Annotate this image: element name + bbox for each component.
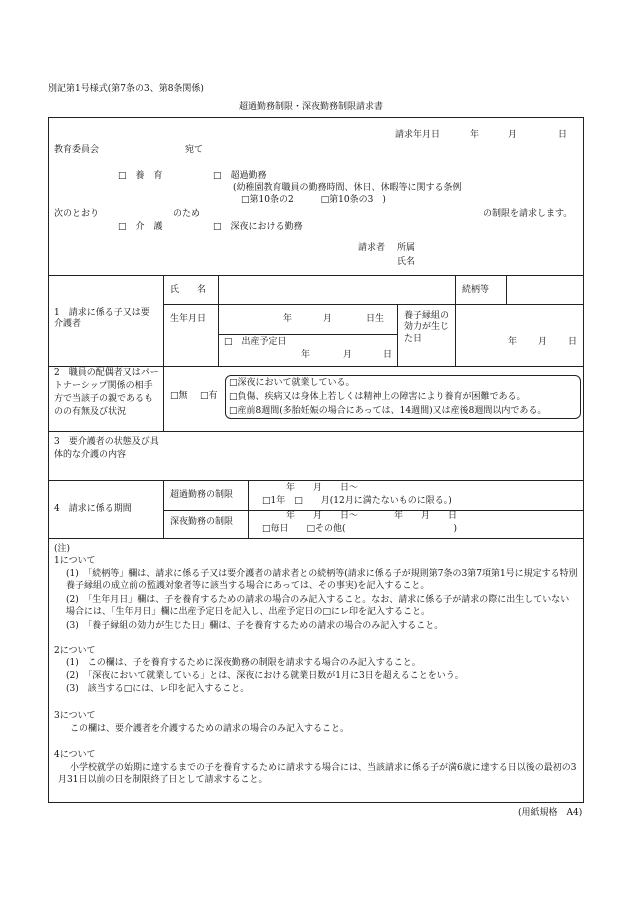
request-date-year: 年 <box>470 130 480 140</box>
nursing-checkbox[interactable]: □ 介 護 <box>118 222 163 232</box>
care-details-field[interactable] <box>164 432 583 479</box>
request-tame: のため <box>173 209 201 219</box>
request-suffix: の制限を請求します。 <box>483 209 573 219</box>
adoption-day: 日 <box>568 337 578 347</box>
adoption-year: 年 <box>508 337 518 347</box>
due-day: 日 <box>383 350 393 360</box>
form-reference: 別記第1号様式(第7条の3、第8条関係) <box>48 84 204 94</box>
childcare-checkbox[interactable]: □ 養 育 <box>118 171 163 181</box>
note1-heading: 1について <box>54 556 96 566</box>
note2-item1: (1) この欄は、子を養育するために深夜勤務の制限を請求する場合のみ記入すること。 <box>66 658 421 668</box>
divider <box>218 334 397 335</box>
night-period-frequency[interactable]: □毎日 □その他( ) <box>262 524 458 534</box>
divider <box>163 480 164 538</box>
relation-label: 続柄等 <box>462 285 490 295</box>
addressee-suffix: 宛て <box>185 145 204 155</box>
spouse-yes-checkbox[interactable]: □有 <box>200 391 218 401</box>
divider <box>397 304 398 366</box>
adoption-month: 月 <box>538 337 548 347</box>
section2-label: 2 職員の配偶者又はパートナーシップ関係の相手方で当該子の親であるものの有無及び状況 <box>54 368 159 417</box>
due-month: 月 <box>343 350 353 360</box>
child-name-label: 氏 名 <box>170 285 207 295</box>
section1-label: 1 請求に係る子又は要介護者 <box>54 308 150 330</box>
night-limit-label: 深夜勤務の制限 <box>170 517 234 527</box>
affiliation-label: 所属 <box>397 243 416 253</box>
page-title: 超過勤務制限・深夜勤務制限請求書 <box>239 102 384 112</box>
note4-heading: 4について <box>54 750 96 760</box>
spouse-status-night[interactable]: □深夜において就業している。 <box>229 378 355 388</box>
note2-item3: (3) 該当する□には、レ印を記入すること。 <box>66 684 250 694</box>
overtime-checkbox[interactable]: □ 超過勤務 <box>213 171 267 181</box>
relation-field[interactable] <box>507 276 583 303</box>
spouse-status-pregnancy[interactable]: □産前8週間(多胎妊娠の場合にあっては、14週間)又は産後8週間以内である。 <box>229 406 547 416</box>
divider <box>48 538 584 539</box>
divider <box>163 275 164 431</box>
addressee: 教育委員会 <box>54 145 100 155</box>
note3-item1: この欄は、要介護者を介護するための請求の場合のみ記入すること。 <box>70 724 350 734</box>
note4-item1: 小学校就学の始期に達するまでの子を養育するために請求する場合には、当該請求に係る子が満6歳に達する日以後の最初の3月31日以前の日を制限終了日として請求すること。 <box>58 763 577 785</box>
note1-item2: (2) 「生年月日」欄は、子を養育するための請求の場合のみ記入すること。なお、請求に係る子が請求の際に出生していない場合には、「生年月日」欄に出産予定日を記入し、出産予定日の□にレ印を記入すること。 <box>66 595 570 617</box>
request-date-day: 日 <box>558 130 568 140</box>
due-date-checkbox[interactable]: □ 出産予定日 <box>224 337 287 347</box>
divider <box>48 480 584 481</box>
spouse-none-checkbox[interactable]: □無 <box>170 391 188 401</box>
divider <box>248 480 249 538</box>
request-prefix: 次のとおり <box>54 209 100 219</box>
note3-heading: 3について <box>54 711 96 721</box>
spouse-status-disability[interactable]: □負傷、疾病又は身体上若しくは精神上の障害により養育が困難である。 <box>229 392 526 402</box>
notes-heading: (注) <box>54 544 71 554</box>
requester-label: 請求者 <box>358 243 386 253</box>
article-checkboxes[interactable]: □第10条の2 □第10条の3 ) <box>241 195 386 205</box>
ordinance-note: (幼稚園教育職員の勤務時間、休日、休暇等に関する条例 <box>233 183 462 193</box>
overtime-period-duration[interactable]: □1年 □ 月(12月に満たないものに限る。) <box>262 496 452 506</box>
birth-date-label: 生年月日 <box>170 314 207 324</box>
overtime-limit-label: 超過勤務の制限 <box>170 490 234 500</box>
name-label: 氏名 <box>397 257 416 267</box>
note2-item2: (2) 「深夜において就業している」とは、深夜における就業日数が1月に3日を超えることをいう。 <box>66 671 464 681</box>
overtime-period-start[interactable]: 年 月 日～ <box>286 483 359 493</box>
divider <box>455 304 456 366</box>
night-work-checkbox[interactable]: □ 深夜における勤務 <box>213 222 303 232</box>
adoption-date-label: 養子縁組の効力が生じた日 <box>404 311 450 344</box>
divider <box>455 275 456 304</box>
request-date-month: 月 <box>508 130 518 140</box>
note2-heading: 2について <box>54 646 96 656</box>
night-period-range[interactable]: 年 月 日～ 年 月 日 <box>286 511 458 521</box>
section3-label: 3 要介護者の状態及び具体的な介護の内容 <box>54 437 159 460</box>
birth-day: 日生 <box>366 314 385 324</box>
request-date-label: 請求年月日 <box>395 130 441 140</box>
divider <box>163 304 584 305</box>
birth-year: 年 <box>283 314 293 324</box>
section4-label: 4 請求に係る期間 <box>54 504 132 514</box>
note1-item1: (1) 「続柄等」欄は、請求に係る子又は要介護者の請求者との続柄等(請求に係る子が規則第7条の3第7項第1号に規定する特別養子縁組の成立前の監護対象者等に該当する場合にあっては、その事実)を記入すること。 <box>66 569 578 591</box>
child-name-field[interactable] <box>219 276 454 303</box>
due-year: 年 <box>301 350 311 360</box>
birth-month: 月 <box>323 314 333 324</box>
paper-size-note: (用紙規格 A4) <box>518 808 583 818</box>
note1-item3: (3) 「養子縁組の効力が生じた日」欄は、子を養育するための請求の場合のみ記入すること。 <box>66 621 444 631</box>
